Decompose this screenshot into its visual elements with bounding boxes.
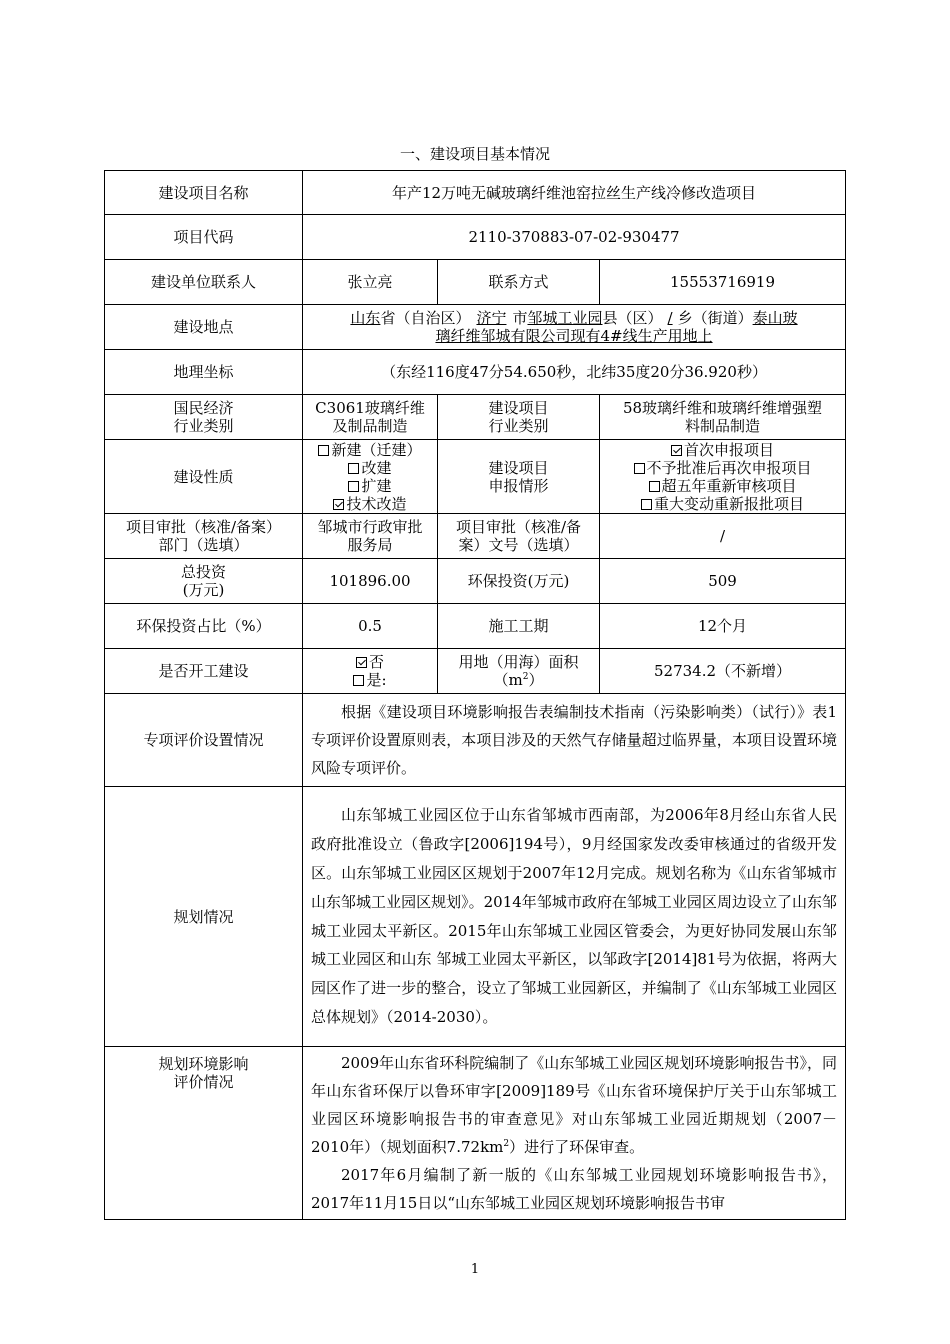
location-town: / (667, 309, 673, 327)
planning-text: 山东邹城工业园区位于山东省邹城市西南部，为2006年8月经山东省人民政府批准设立（鲁政字[2006]194号），9月经国家发改委审核通过的省级开发区。山东邹城工业园区区规划于2007年12月完成。规划名称为《山东省邹城市山东邹城工业园区规划》。2014年邹城市政府在邹城工业园区周边设立了山东邹城工业园太平新区。2015年山东邹城工业园区管委会，为更好协同发展山东邹城工业园区和山东 邹城工业园太平新区，以邹政字[2014]81号为依据，将两大园区作了进一步的整合，设立了邹城工业园新区，并编制了《山东邹城工业园区总体规划》（2014-2030）。 (311, 806, 838, 1026)
eia-para-2: 2017年6月编制了新一版的《山东邹城工业园规划环境影响报告书》，2017年11月15日以“山东邹城工业园区规划环境影响报告书审 (311, 1166, 838, 1212)
nature-option (309, 477, 431, 495)
label-coordinates: 地理坐标 (105, 350, 303, 395)
label-project-industry-line1: 建设项目 (488, 399, 549, 417)
eia-para-1-text: 2009年山东省环科院编制了《山东邹城工业园区规划环境影响报告书》，同年山东省环保厅以鲁环审字[2009]189号《山东省环境保护厅关于山东邹城工业园区环境影响报告书的审查意见》对山东邹城工业园近期规划（2007－2010年）（规划面积7.72km (311, 1054, 838, 1156)
started-options (303, 649, 438, 694)
label-eia-line1: 规划环境影响 (158, 1055, 249, 1073)
label-project-name: 建设项目名称 (105, 171, 303, 215)
report-option (606, 459, 839, 477)
label-investment-line2: (万元) (182, 581, 225, 599)
location-town-suffix: 乡（街道） (677, 309, 753, 327)
label-area (438, 649, 600, 694)
value-special (303, 694, 846, 787)
eia-para-1 (311, 1049, 837, 1161)
row-eia (105, 1047, 846, 1220)
location-detail-1: 泰山玻 (752, 309, 798, 327)
row-nature (105, 440, 846, 514)
label-project-industry-line2: 行业类别 (488, 417, 549, 435)
label-approval-line2: 部门（选填） (158, 536, 249, 554)
row-special (105, 694, 846, 787)
option-no-label: 否 (368, 653, 384, 671)
report-options (600, 440, 846, 514)
nature-checkbox (348, 463, 359, 474)
row-planning (105, 787, 846, 1047)
label-area-line1: 用地（用海）面积 (458, 653, 579, 671)
report-checkbox (649, 481, 660, 492)
value-coordinates: （东经116度47分54.650秒，北纬35度20分36.920秒） (303, 350, 846, 395)
nature-options (303, 440, 438, 514)
label-planning: 规划情况 (105, 787, 303, 1047)
nature-checkbox (333, 499, 344, 510)
label-report-line2: 申报情形 (488, 476, 549, 495)
label-area-close: ） (528, 671, 544, 689)
report-checkbox (671, 445, 682, 456)
project-info-table (104, 170, 846, 1220)
value-project-industry (600, 395, 846, 440)
report-checkbox (634, 463, 645, 474)
label-report-line1: 建设项目 (488, 458, 549, 477)
nature-option (309, 459, 431, 477)
row-coordinates (105, 350, 846, 395)
value-approval-dept-line2: 服务局 (347, 536, 393, 554)
nature-option-label: 新建（迁建） (331, 440, 422, 459)
value-approval-dept-line1: 邹城市行政审批 (317, 518, 423, 536)
value-period: 12个月 (600, 604, 846, 649)
row-industry (105, 395, 846, 440)
label-industry-line1: 国民经济 (173, 399, 234, 417)
label-special: 专项评价设置情况 (105, 694, 303, 787)
label-approval-line1: 项目审批（核准/备案） (125, 518, 282, 536)
value-project-industry-line1: 58玻璃纤维和玻璃纤维增强塑 (622, 399, 823, 417)
value-contact-phone: 15553716919 (600, 260, 846, 305)
label-area-unit: （m (493, 671, 523, 689)
row-ratio (105, 604, 846, 649)
label-env-investment: 环保投资(万元) (438, 559, 600, 604)
label-approval (105, 514, 303, 559)
option-no (309, 653, 431, 671)
row-contact (105, 260, 846, 305)
location-county: 邹城工业园 (527, 309, 603, 327)
report-option (606, 477, 839, 495)
eia-para-1-end: ）进行了环保审查。 (509, 1138, 645, 1156)
row-location (105, 305, 846, 350)
report-option-label: 重大变动重新报批项目 (654, 494, 805, 513)
value-planning (303, 787, 846, 1047)
label-contact: 建设单位联系人 (105, 260, 303, 305)
value-location (303, 305, 846, 350)
location-province-suffix: 省（自治区） (380, 309, 471, 327)
value-ratio: 0.5 (303, 604, 438, 649)
location-city-suffix: 市 (512, 309, 528, 327)
label-eia-line2: 评价情况 (173, 1073, 234, 1091)
label-contact-method: 联系方式 (438, 260, 600, 305)
value-approval-doc: / (600, 514, 846, 559)
location-province: 山东 (350, 309, 381, 327)
value-approval-dept (303, 514, 438, 559)
label-industry (105, 395, 303, 440)
report-option (606, 441, 839, 459)
label-project-industry (438, 395, 600, 440)
nature-option-label: 扩建 (361, 476, 392, 495)
value-eia (303, 1047, 846, 1220)
nature-option (309, 441, 431, 459)
row-approval (105, 514, 846, 559)
value-project-code: 2110-370883-07-02-930477 (303, 215, 846, 260)
label-industry-line2: 行业类别 (173, 417, 234, 435)
label-investment-line1: 总投资 (180, 563, 226, 581)
row-project-code (105, 215, 846, 260)
value-industry-line2: 及制品制造 (332, 417, 408, 435)
report-checkbox (641, 499, 652, 510)
label-period: 施工工期 (438, 604, 600, 649)
nature-option (309, 495, 431, 513)
value-industry-line1: C3061玻璃纤维 (315, 399, 425, 417)
value-project-name: 年产12万吨无碱玻璃纤维池窑拉丝生产线冷修改造项目 (303, 171, 846, 215)
section-title: 一、建设项目基本情况 (399, 145, 550, 163)
label-project-code: 项目代码 (105, 215, 303, 260)
option-yes-label: 是: (366, 671, 387, 689)
report-option-label: 不予批准后再次申报项目 (646, 458, 812, 477)
report-option-label: 超五年重新审核项目 (661, 476, 797, 495)
nature-checkbox (348, 481, 359, 492)
location-city: 济宁 (476, 309, 507, 327)
checkbox-yes (353, 675, 364, 686)
report-option (606, 495, 839, 513)
page-number: 1 (470, 1262, 480, 1277)
nature-checkbox (318, 445, 329, 456)
location-detail-2: 璃纤维邹城有限公司现有4#线生产用地上 (435, 327, 713, 345)
option-yes (309, 671, 431, 689)
label-approval-doc-line2: 案）文号（选填） (458, 536, 579, 554)
label-nature: 建设性质 (105, 440, 303, 514)
label-approval-doc-line1: 项目审批（核准/备 (455, 518, 582, 536)
row-started (105, 649, 846, 694)
label-report (438, 440, 600, 514)
row-investment (105, 559, 846, 604)
label-started: 是否开工建设 (105, 649, 303, 694)
value-env-investment: 509 (600, 559, 846, 604)
location-line-1 (309, 309, 839, 327)
value-industry (303, 395, 438, 440)
label-location: 建设地点 (105, 305, 303, 350)
location-county-suffix: 县（区） (602, 309, 663, 327)
value-project-industry-line2: 料制品制造 (685, 417, 761, 435)
label-approval-doc (438, 514, 600, 559)
row-project-name (105, 171, 846, 215)
value-contact-name: 张立亮 (303, 260, 438, 305)
label-investment (105, 559, 303, 604)
nature-option-label: 技术改造 (346, 494, 407, 513)
checkbox-no (356, 657, 367, 668)
eia-para-1-sup: 2 (503, 1139, 510, 1149)
nature-option-label: 改建 (361, 458, 392, 477)
value-area: 52734.2（不新增） (600, 649, 846, 694)
label-area-sup: 2 (522, 672, 529, 682)
value-investment: 101896.00 (303, 559, 438, 604)
special-text: 根据《建设项目环境影响报告表编制技术指南（污染影响类）（试行）》表1专项评价设置原则表，本项目涉及的天然气存储量超过临界量，本项目设置环境风险专项评价。 (311, 703, 838, 777)
label-eia (105, 1047, 303, 1220)
label-ratio: 环保投资占比（%） (105, 604, 303, 649)
report-option-label: 首次申报项目 (684, 440, 775, 459)
